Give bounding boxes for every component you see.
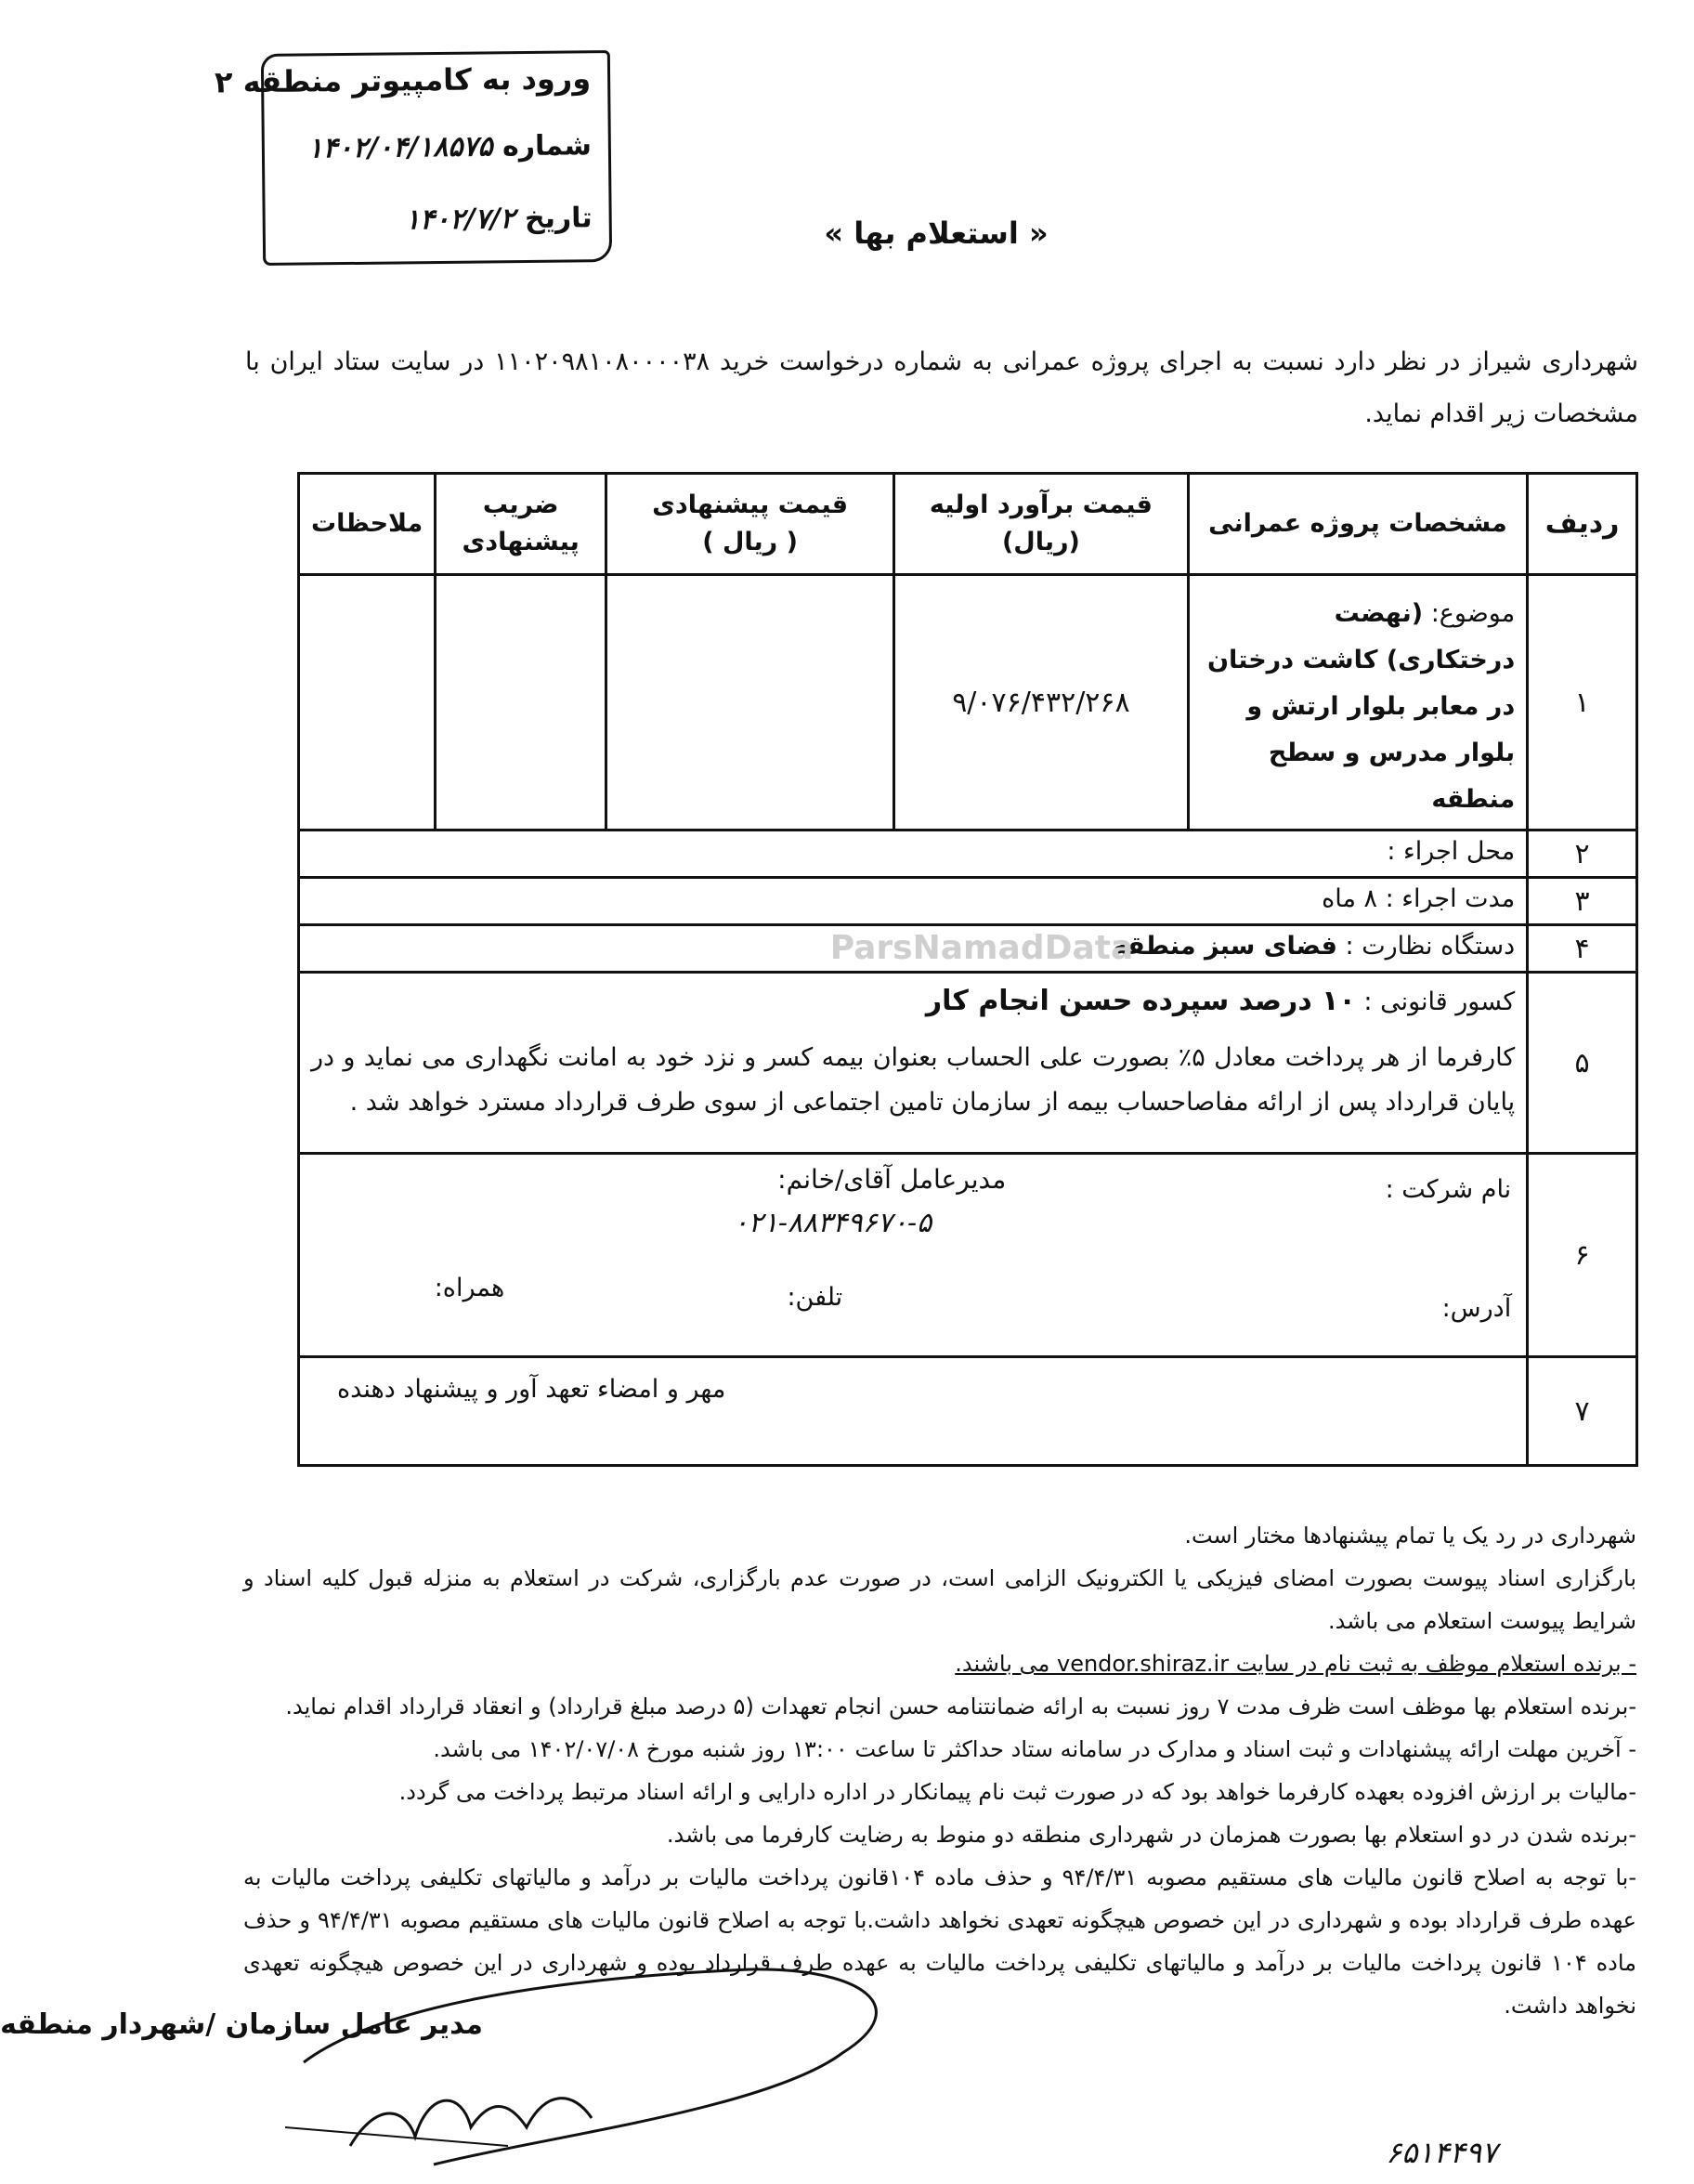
phone-label: تلفن: xyxy=(787,1283,843,1312)
signature-scribble xyxy=(267,1951,972,2183)
document-title: « استعلام بها » xyxy=(824,216,1049,251)
note-item: -برنده شدن در دو استعلام بها بصورت همزمان در شهرداری منطقه دو منوط به رضایت کارفرما می باشد. xyxy=(666,1822,1636,1848)
mobile-label: همراه: xyxy=(434,1274,505,1302)
vendor-registration-note[interactable]: - برنده استعلام موظف به ثبت نام در سایت vendor.shiraz.ir می باشند. xyxy=(955,1651,1636,1677)
signer-title: مدیر عامل سازمان /شهردار منطقه xyxy=(0,2008,483,2041)
note-item xyxy=(243,1642,1636,1685)
row-number: ۲ xyxy=(1528,830,1637,878)
row-number: ۴ xyxy=(1528,925,1637,973)
header-coef-line1: ضریب xyxy=(482,490,559,519)
note-item: بارگزاری اسناد پیوست بصورت امضای فیزیکی یا الکترونیک الزامی است، در صورت عدم بارگزاری، شرکت در استعلام به منزله قبول کلیه اسناد و شرایط پیوست استعلام می باشد. xyxy=(243,1565,1636,1634)
watermark: ParsNamadData xyxy=(829,929,1134,967)
header-spec: مشخصات پروژه عمرانی xyxy=(1188,474,1528,575)
stamp-date-label: تاریخ xyxy=(524,202,593,236)
note-item: -مالیات بر ارزش افزوده بعهده کارفرما خواهد بود که در صورت ثبت نام پیمانکار در اداره دارایی و ارائه اسناد مرتبط پرداخت می گردد. xyxy=(398,1779,1636,1805)
legal-deductions-cell xyxy=(299,973,1528,1154)
project-spec-cell xyxy=(1188,575,1528,830)
table-row xyxy=(299,878,1637,925)
legal-deductions-title xyxy=(311,979,1515,1025)
company-name-label: نام شرکت : xyxy=(1385,1175,1512,1204)
header-row-number: ردیف xyxy=(1528,474,1637,575)
table-row xyxy=(299,830,1637,878)
row-number: ۳ xyxy=(1528,878,1637,925)
address-label: آدرس: xyxy=(1441,1294,1512,1323)
header-coef-line2: پیشنهادی xyxy=(462,528,580,556)
legal-deductions-value: ۱۰ درصد سپرده حسن انجام کار xyxy=(925,985,1356,1017)
manager-phone: ۰۲۱-۸۸۳۴۹۶۷۰-۵ xyxy=(733,1207,932,1239)
spec-text: (نهضت درختکاری) کاشت درختان در معابر بلوار ارتش و بلوار مدرس و سطح منطقه xyxy=(1207,599,1516,814)
note-item: -با توجه به اصلاح قانون مالیات های مستقیم مصوبه ۹۴/۴/۳۱ و حذف ماده ۱۰۴قانون پرداخت مالیات بر درآمد و مالیاتهای تکلیفی پرداخت مالیات به عهده طرف قرارداد بوده و شهرداری در این خصوص هیچگونه تعهدی نخواهد داشت.با توجه به اصلاح قانون مالیات های مستقیم مصوبه ۹۴/۴/۳۱ و حذف ماده ۱۰۴ قانون پرداخت مالیات بر درآمد و مالیاتهای تکلیفی پرداخت مالیات به عهده طرف قرارداد بوده و شهرداری در این خصوص هیچگونه تعهدی نخواهد داشت. xyxy=(243,1864,1637,2019)
table-row xyxy=(299,973,1637,1154)
spec-prefix: موضوع: xyxy=(1430,599,1516,628)
note-item: - آخرین مهلت ارائه پیشنهادات و ثبت اسناد و مدارک در سامانه ستاد حداکثر تا ساعت ۱۳:۰۰ روز شنبه مورخ ۱۴۰۲/۰۷/۰۸ می باشد. xyxy=(433,1736,1636,1762)
remarks-cell xyxy=(299,575,436,830)
seal-signature-cell: مهر و امضاء تعهد آور و پیشنهاد دهنده xyxy=(299,1357,1528,1466)
supervisor-label: دستگاه نظارت : xyxy=(1345,932,1516,961)
legal-deductions-label: کسور قانونی : xyxy=(1363,987,1516,1016)
table-header-row xyxy=(299,474,1637,575)
legal-deductions-text: کارفرما از هر پرداخت معادل ۵٪ بصورت علی الحساب بعنوان بیمه کسر و نزد خود به امانت نگهداری می نماید و در پایان قرارداد پس از ارائه مفاصاحساب بیمه از سازمان تامین اجتماعی از سوی طرف قرارداد مسترد خواهد شد . xyxy=(311,1043,1516,1117)
table-row xyxy=(299,1154,1637,1357)
stamp-date-value: ۱۴۰۲/۷/۲ xyxy=(404,203,515,237)
supervisor-value: فضای سبز منطقه xyxy=(1112,932,1337,961)
project-table xyxy=(297,472,1638,1467)
coefficient-cell xyxy=(436,575,606,830)
company-info-cell xyxy=(299,1154,1528,1357)
stamp-number xyxy=(278,129,592,165)
manager-label: مدیرعامل آقای/خانم: xyxy=(777,1164,1007,1195)
header-offer-line2: ( ریال ) xyxy=(702,528,798,556)
intro-paragraph: شهرداری شیراز در نظر دارد نسبت به اجرای پروژه عمرانی به شماره درخواست خرید ۱۱۰۲۰۹۸۱۰۸۰۰۰۰۳۸ در سایت ستاد ایران با مشخصات زیر اقدام نماید. xyxy=(245,347,1638,428)
header-coefficient xyxy=(436,474,606,575)
table-row xyxy=(299,575,1637,830)
note-item: شهرداری در رد یک یا تمام پیشنهادها مختار است. xyxy=(1184,1523,1636,1549)
header-offer-line1: قیمت پیشنهادی xyxy=(652,490,849,519)
row-number: ۱ xyxy=(1528,575,1637,830)
stamp-number-value: ۱۴۰۲/۰۴/۱۸۵۷۵ xyxy=(307,130,493,165)
stamp-number-label: شماره xyxy=(502,129,593,163)
table-row xyxy=(299,1357,1637,1466)
header-offer xyxy=(606,474,894,575)
execution-location: محل اجراء : xyxy=(299,830,1528,878)
row-number: ۵ xyxy=(1528,973,1637,1154)
row-number: ۶ xyxy=(1528,1154,1637,1357)
header-remarks: ملاحظات xyxy=(299,474,436,575)
note-item: -برنده استعلام بها موظف است ظرف مدت ۷ روز نسبت به ارائه ضمانتنامه حسن انجام تعهدات (۵ درصد مبلغ قرارداد) و انعقاد قرارداد اقدام نماید. xyxy=(285,1694,1636,1720)
reference-number: ۶۵۱۴۴۹۷ xyxy=(1386,2135,1498,2170)
execution-duration: مدت اجراء : ۸ ماه xyxy=(299,878,1528,925)
estimate-cell: ۹/۰۷۶/۴۳۲/۲۶۸ xyxy=(894,575,1188,830)
offer-price-cell xyxy=(606,575,894,830)
header-estimate: قیمت برآورد اولیه (ریال) xyxy=(894,474,1188,575)
stamp-title: ورود به کامپیوتر منطقه ۲ xyxy=(214,60,592,100)
row-number: ۷ xyxy=(1528,1357,1637,1466)
